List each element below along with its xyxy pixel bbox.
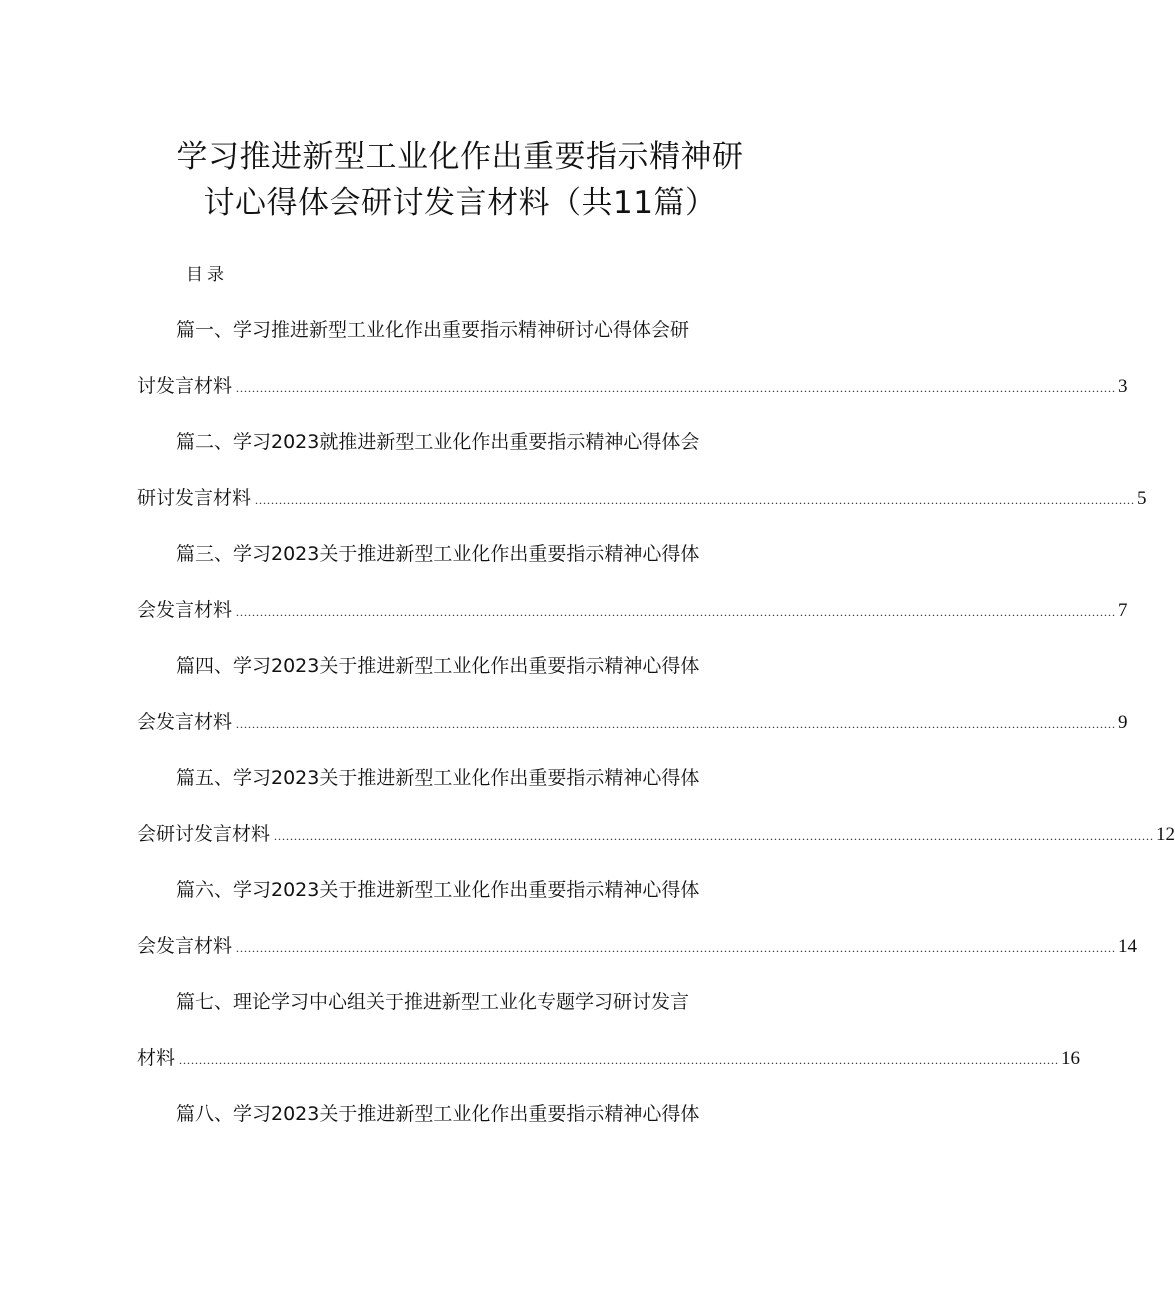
toc-entry-title[interactable]: 篇二、学习2023就推进新型工业化作出重要指示精神心得体会 bbox=[176, 431, 700, 453]
toc-entry-title[interactable]: 篇四、学习2023关于推进新型工业化作出重要指示精神心得体 bbox=[176, 655, 700, 677]
toc-entry-title-cont: 讨发言材料 bbox=[137, 375, 233, 397]
toc-entry-continuation[interactable] bbox=[137, 708, 1128, 738]
toc-entry-continuation[interactable] bbox=[137, 596, 1128, 626]
toc-page-number: 5 bbox=[1137, 488, 1147, 509]
toc-entry-continuation[interactable] bbox=[137, 1044, 1081, 1074]
toc-heading: 目录 bbox=[186, 265, 228, 285]
toc-entry-title[interactable]: 篇五、学习2023关于推进新型工业化作出重要指示精神心得体 bbox=[176, 767, 700, 789]
toc-entry-title[interactable]: 篇八、学习2023关于推进新型工业化作出重要指示精神心得体 bbox=[176, 1103, 700, 1125]
toc-entry-continuation[interactable] bbox=[137, 932, 1138, 962]
toc-entry-title[interactable]: 篇三、学习2023关于推进新型工业化作出重要指示精神心得体 bbox=[176, 543, 700, 565]
toc-entry-title-cont: 材料 bbox=[137, 1047, 176, 1069]
dot-leader: ............................................................................................................................................................................................................................ bbox=[236, 605, 1117, 619]
toc-entry-title[interactable]: 篇一、学习推进新型工业化作出重要指示精神研讨心得体会研 bbox=[176, 319, 690, 341]
toc-entry-title[interactable]: 篇七、理论学习中心组关于推进新型工业化专题学习研讨发言 bbox=[176, 991, 690, 1013]
toc-entry-title-cont: 会研讨发言材料 bbox=[137, 823, 271, 845]
toc-entry-continuation[interactable] bbox=[137, 372, 1128, 402]
dot-leader: ............................................................................................................................................................................................................................ bbox=[236, 941, 1117, 955]
toc-page-number: 16 bbox=[1061, 1048, 1081, 1069]
toc-entry-title-cont: 会发言材料 bbox=[137, 599, 233, 621]
dot-leader: ............................................................................................................................................................................................................................ bbox=[236, 381, 1117, 395]
title-line-1: 学习推进新型工业化作出重要指示精神研 bbox=[176, 139, 744, 175]
toc-entry-continuation[interactable] bbox=[137, 484, 1147, 514]
document-title bbox=[120, 134, 800, 226]
toc-entry-continuation[interactable] bbox=[137, 820, 1175, 850]
toc-entry-title-cont: 研讨发言材料 bbox=[137, 487, 252, 509]
toc-entry-title-cont: 会发言材料 bbox=[137, 711, 233, 733]
toc-page-number: 14 bbox=[1118, 936, 1138, 957]
toc-entry-title-cont: 会发言材料 bbox=[137, 935, 233, 957]
toc-page-number: 3 bbox=[1118, 376, 1128, 397]
toc-entry-title[interactable]: 篇六、学习2023关于推进新型工业化作出重要指示精神心得体 bbox=[176, 879, 700, 901]
dot-leader: ............................................................................................................................................................................................................................ bbox=[236, 717, 1117, 731]
dot-leader: ............................................................................................................................................................................................................................ bbox=[255, 493, 1136, 507]
toc-page-number: 7 bbox=[1118, 600, 1128, 621]
toc-page-number: 12 bbox=[1156, 824, 1175, 845]
dot-leader: ............................................................................................................................................................................................................................ bbox=[179, 1053, 1060, 1067]
dot-leader: ............................................................................................................................................................................................................................ bbox=[274, 829, 1155, 843]
toc-page-number: 9 bbox=[1118, 712, 1128, 733]
title-line-2: 讨心得体会研讨发言材料（共11篇） bbox=[203, 185, 717, 221]
